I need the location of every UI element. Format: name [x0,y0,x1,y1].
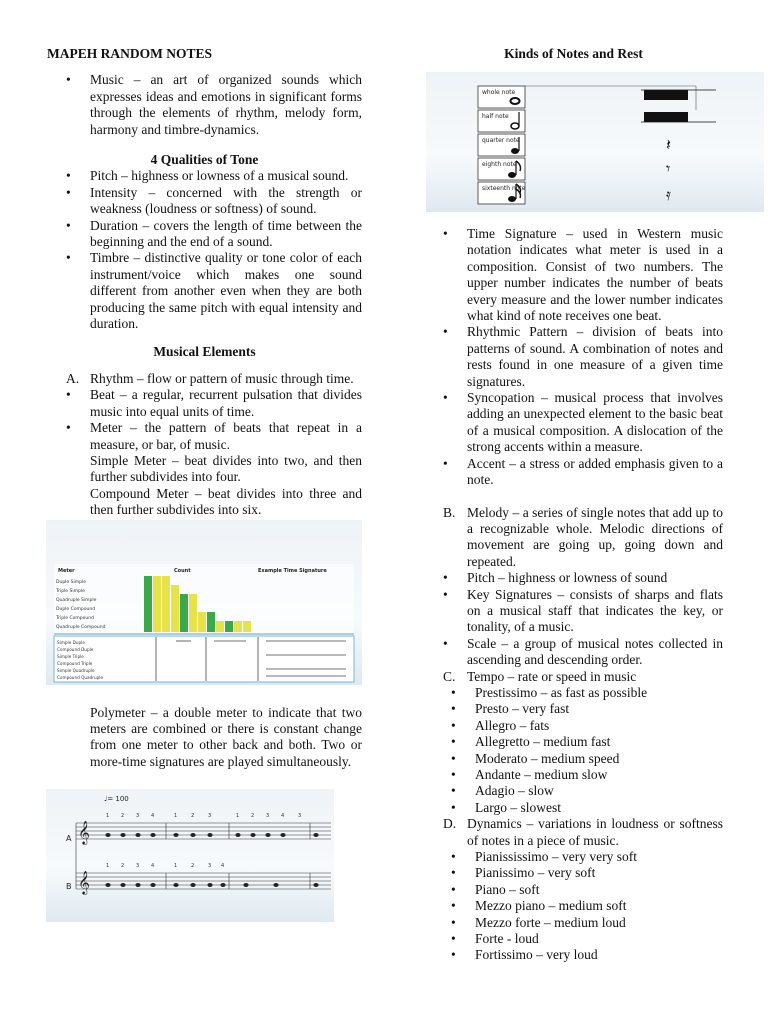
lower-row-label: Simple Triple [57,654,84,659]
meter-row-label: Quadruple Simple [56,598,97,603]
tempo-marking: ♩= 100 [104,795,129,803]
right-body [424,226,723,964]
page-heading: MAPEH RANDOM NOTES [47,46,212,61]
melody-item: B. Melody – a series of single notes that add up to a recognizable whole. Melodic directions of movement are going up, going down and repeated. [424,505,723,571]
dynamics-sub-item: • Mezzo forte – medium loud [424,915,723,931]
svg-text:4: 4 [151,813,155,819]
meter-table-image [46,520,362,685]
meter-row-label: Duple Compound [56,607,96,612]
note-label: half note [482,113,509,120]
meter-row-label: Duple Simple [56,580,86,585]
beat-counts-a [106,813,301,819]
polymeter-text: Polymeter – a double meter to indicate that two meters are combined or there is constant change from one meter to other back and both. Two or more-time signatures are played simultaneously. [90,704,362,769]
svg-text:3: 3 [136,813,140,819]
accent-item: • Accent – a stress or added emphasis given to a note. [424,456,723,489]
svg-text:3: 3 [266,813,270,819]
syncopation-item: • Syncopation – musical process that involves adding an unexpected element to the basic beat of a musical composition. A dislocation of the strong accents within a measure. [424,390,723,456]
svg-text:2: 2 [121,813,125,819]
quality-item: • Pitch – highness or lowness of a musical sound. [47,168,362,184]
tempo-sub-item: • Presto – very fast [424,701,723,717]
svg-text:1: 1 [106,813,110,819]
svg-text:3: 3 [298,813,302,819]
time-signature-item: • Time Signature – used in Western music notation indicates what meter is used in a composition. Consist of two numbers. The upper number indicates the number of beats every measure and the lower number indicates what kind of note receives one beat. [424,226,723,324]
svg-text:3: 3 [208,863,212,869]
svg-text:4: 4 [281,813,285,819]
meter-row-label: Triple Simple [56,589,85,594]
half-rest-icon [641,112,716,122]
svg-text:𝄞: 𝄞 [78,820,90,844]
tempo-item: C. Tempo – rate or speed in music [424,669,723,685]
simple-meter: Simple Meter – beat divides into two, and then further subdivides into four. [90,452,362,485]
note-label: sixteenth note [482,185,526,192]
score-image [46,789,334,922]
meter-header: Meter [58,568,75,574]
staff-label-a: A [66,834,72,843]
svg-text:3: 3 [208,813,212,819]
tempo-sub-item: • Allegro – fats [424,718,723,734]
quality-item: • Timbre – distinctive quality or tone color of each instrument/voice which makes one sound different from another even when they are both producing the same pitch with equal intensity and duration. [47,250,362,332]
quarter-rest-icon: 𝄽 [666,135,671,154]
tempo-sub-item: • Prestissimo – as fast as possible [424,685,723,701]
dynamics-sub-item: • Pianississimo – very very soft [424,849,723,865]
quality-item: • Duration – covers the length of time between the beginning and the end of a sound. [47,218,362,251]
lower-row-label: Compound Quadruple [57,675,104,680]
notes-rests-image [426,72,764,212]
notes-rests-chart [426,72,764,212]
staff-label-b: B [66,882,72,891]
svg-text:2: 2 [121,863,125,869]
svg-text:2: 2 [191,813,195,819]
meter-row-label: Triple Compound [56,616,94,621]
tempo-sub-item: • Moderato – medium speed [424,751,723,767]
svg-text:2: 2 [191,863,195,869]
note-label: quarter note [482,137,520,144]
lower-row-label: Compound Triple [57,661,93,666]
lower-row-label: Simple Quadruple [57,668,95,673]
svg-text:1: 1 [174,863,178,869]
right-column [424,46,723,62]
sixteenth-rest-icon: 𝄿 [666,185,671,204]
dynamics-sub-item: • Fortissimo – very loud [424,947,723,963]
lower-row-label: Compound Duple [57,647,94,652]
tempo-sub-item: • Largo – slowest [424,800,723,816]
meter-row-label: Quadruple Compound [56,625,106,630]
svg-text:1: 1 [106,863,110,869]
compound-meter: Compound Meter – beat divides into three and then further subdivides into six. [90,485,362,518]
dynamics-item: D. Dynamics – variations in loudness or softness of notes in a piece of music. [424,816,723,849]
svg-text:1: 1 [236,813,240,819]
rhythmic-pattern-item: • Rhythmic Pattern – division of beats into patterns of sound. A combination of notes and rests found in one measure of a given time signatures. [424,324,723,390]
music-definition: • Music – an art of organized sounds which expresses ideas and emotions in significant forms through the elements of rhythm, melody form, harmony and timbre-dynamics. [47,72,362,138]
quality-item: • Intensity – concerned with the strength or weakness (loudness or softness) of sound. [47,185,362,218]
whole-rest-icon [641,90,716,100]
eighth-rest-icon: 𝄾 [666,159,671,178]
tempo-sub-item: • Allegretto – medium fast [424,734,723,750]
polymeter-score [46,789,334,922]
dynamics-sub-item: • Mezzo piano – medium soft [424,898,723,914]
melody-sub-item: • Pitch – highness or lowness of sound [424,570,723,586]
qualities-title: 4 Qualities of Tone [150,152,259,168]
noteheads [105,833,318,887]
meter-item: • Meter – the pattern of beats that repeat in a measure, or bar, of music. [47,420,362,453]
beat-item: • Beat – a regular, recurrent pulsation that divides music into equal units of time. [47,387,362,420]
tempo-sub-item: • Adagio – slow [424,783,723,799]
svg-text:4: 4 [151,863,155,869]
tempo-sub-item: • Andante – medium slow [424,767,723,783]
svg-text:4: 4 [221,863,225,869]
count-header: Count [174,568,191,574]
meter-table-graphic [46,520,362,685]
lower-row-label: Simple Duple [57,640,85,645]
example-header: Example Time Signature [258,568,327,574]
notes-rest-heading: Kinds of Notes and Rest [504,46,643,61]
beat-counts-b [106,863,224,869]
note-label: whole note [482,89,516,96]
staff-lines [76,823,331,889]
dynamics-sub-item: • Forte - loud [424,931,723,947]
rhythm-item: A. Rhythm – flow or pattern of music through time. [47,371,362,387]
svg-text:𝄞: 𝄞 [78,870,90,894]
melody-sub-item: • Key Signatures – consists of sharps and flats on a musical staff that indicates the key, or tonality, of a music. [424,587,723,636]
svg-text:2: 2 [251,813,255,819]
dynamics-sub-item: • Pianissimo – very soft [424,865,723,881]
dynamics-sub-item: • Piano – soft [424,882,723,898]
elements-title: Musical Elements [153,343,256,359]
melody-sub-item: • Scale – a group of musical notes collected in ascending and descending order. [424,636,723,669]
note-label: eighth note [482,161,517,168]
svg-text:3: 3 [136,863,140,869]
svg-text:1: 1 [174,813,178,819]
